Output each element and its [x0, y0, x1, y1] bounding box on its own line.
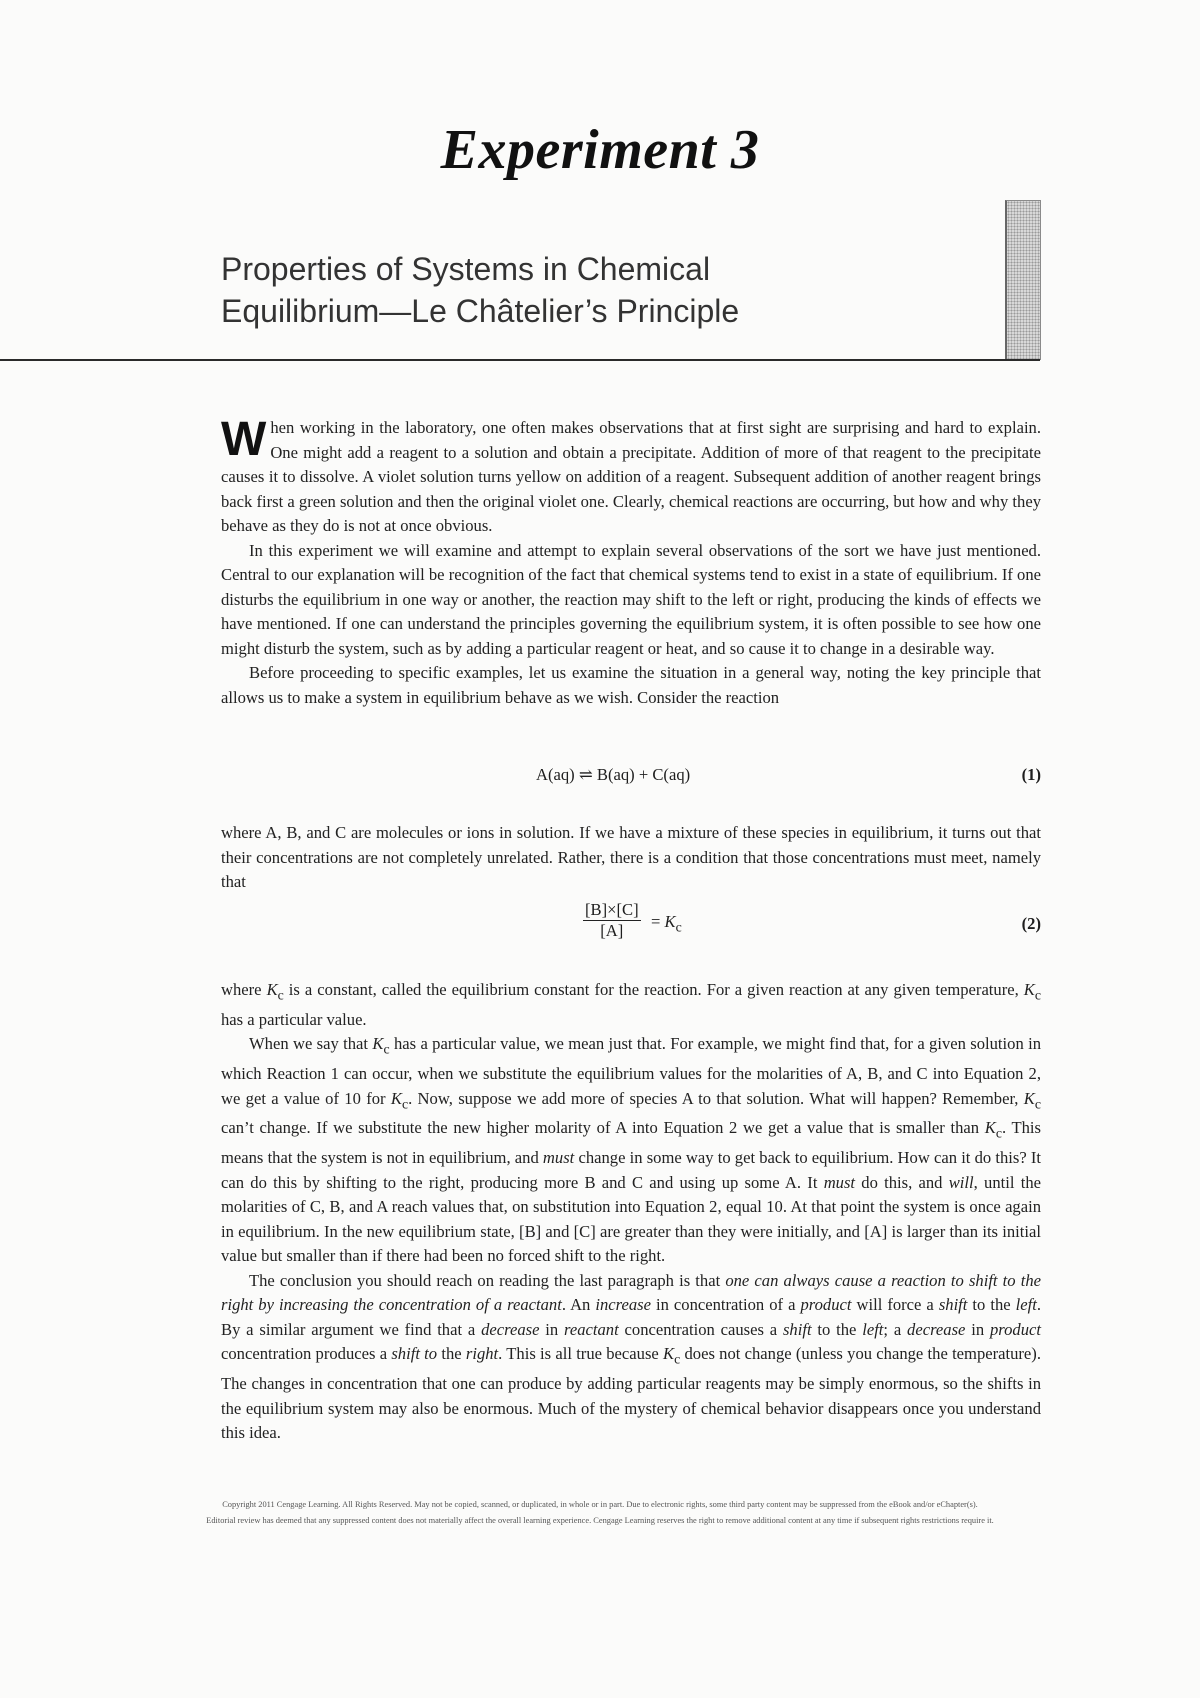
copyright-footer-line-2: Editorial review has deemed that any suppressed content does not materially affect the overall learning experience. Cengage Learning reserves the right to remove additional content at any time if subsequent rights restrictions require it.	[206, 1516, 994, 1525]
equation-2-numerator: [B]×[C]	[585, 900, 639, 919]
paragraph-1	[221, 413, 1041, 539]
paragraph-2: In this experiment we will examine and attempt to explain several observations of the sort we have just mentioned. Central to our explanation will be recognition of the fact that chemical systems tend to exist in a state of equilibrium. If one disturbs the equilibrium in one way or another, the reaction may shift to the left or right, producing the kinds of effects we have mentioned. If one can understand the principles governing the equilibrium system, it is often possible to see how one might disturb the system, such as by adding a particular reagent or heat, and so cause it to change in a desirable way.	[221, 540, 1041, 658]
equation-2	[221, 900, 1041, 948]
paragraph-3: Before proceeding to specific examples, let us examine the situation in a general way, noting the key principle that allows us to make a system in equilibrium behave as we wish. Consider the reaction	[221, 663, 1041, 707]
header-rule	[0, 359, 1040, 361]
paragraph-7: The conclusion you should reach on reading the last paragraph is that one can always cause a reaction to shift to the right by increasing the concentration of a reactant. An increase in concentration of a product will force a shift to the left. By a similar argument we find that a decrease in reactant concentration causes a shift to the left; a decrease in product concentration produces a shift to the right. This is all true because $K_c$ does not change (unless you change the temperature). The changes in concentration that one can produce by adding particular reagents may be simply enormous, so the shifts in the equilibrium system may also be enormous. Much of the mystery of chemical behavior disappears once you understand this idea.	[221, 1270, 1041, 1443]
equilibrium-arrow-icon: ⇌	[578, 765, 593, 784]
chapter-tab-marker	[1005, 200, 1041, 360]
subtitle-line-2: Equilibrium—Le Châtelier’s Principle	[221, 293, 740, 329]
subtitle-line-1: Properties of Systems in Chemical	[221, 251, 711, 287]
drop-cap: W	[221, 413, 267, 466]
equation-2-rhs	[651, 912, 682, 935]
equation-1-right: B(aq) + C(aq)	[596, 765, 691, 784]
k-subscript: c	[675, 919, 682, 935]
equation-1-number: (1)	[1021, 765, 1041, 784]
equation-2-denominator: [A]	[600, 921, 624, 940]
equation-1-expression	[536, 765, 690, 785]
k-symbol: K	[664, 912, 676, 931]
lower-section	[221, 978, 1041, 1446]
experiment-title: Experiment 3	[440, 119, 760, 181]
intro-section	[221, 413, 1041, 710]
equation-2-fraction	[583, 900, 641, 941]
equation-2-number: (2)	[1021, 914, 1041, 933]
experiment-subtitle	[221, 248, 981, 332]
paragraph-5: where $K_c$ is a constant, called the equilibrium constant for the reaction. For a given reaction at any given temperature, $K_c$ has a particular value.	[221, 980, 1041, 1029]
paragraph-4: where A, B, and C are molecules or ions in solution. If we have a mixture of these species in equilibrium, it turns out that their concentrations are not completely unrelated. Rather, there is a condition that those concentrations must meet, namely that	[221, 823, 1041, 891]
equation-1-left: A(aq)	[536, 765, 575, 784]
paragraph-6: When we say that $K_c$ has a particular value, we mean just that. For example, we might find that, for a given solution in which Reaction 1 can occur, when we substitute the equilibrium values for the molarities of A, B, and C into Equation 2, we get a value of 10 for $K_c$. Now, suppose we add more of species A to that solution. What will happen? Remember, $K_c$ can’t change. If we substitute the new higher molarity of A into Equation 2 we get a value that is smaller than $K_c$. This means that the system is not in equilibrium, and must change in some way to get back to equilibrium. How can it do this? It can do this by shifting to the right, producing more B and C and using up some A. It must do this, and will, until the molarities of C, B, and A reach values that, on substitution into Equation 2, equal 10. At that point the system is once again in equilibrium. In the new equilibrium state, [B] and [C] are greater than they were initially, and [A] is larger than its initial value but smaller than if there had been no forced shift to the right.	[221, 1034, 1042, 1266]
middle-section	[221, 821, 1041, 895]
equation-1	[221, 765, 1041, 795]
paragraph-1-text: hen working in the laboratory, one often makes observations that at first sight are surprising and hard to explain. One might add a reagent to a solution and obtain a precipitate. Addition of more of that reagent to the precipitate causes it to dissolve. A violet solution turns yellow on addition of a reagent. Subsequent addition of another reagent brings back first a green solution and then the original violet one. Clearly, chemical reactions are occurring, but how and why they behave as they do is not at once obvious.	[221, 418, 1041, 535]
equals-sign: =	[651, 912, 661, 931]
copyright-footer-line-1: Copyright 2011 Cengage Learning. All Rights Reserved. May not be copied, scanned, or duplicated, in whole or in part. Due to electronic rights, some third party content may be suppressed from the eBook and/or eChapter(s).	[222, 1500, 978, 1509]
